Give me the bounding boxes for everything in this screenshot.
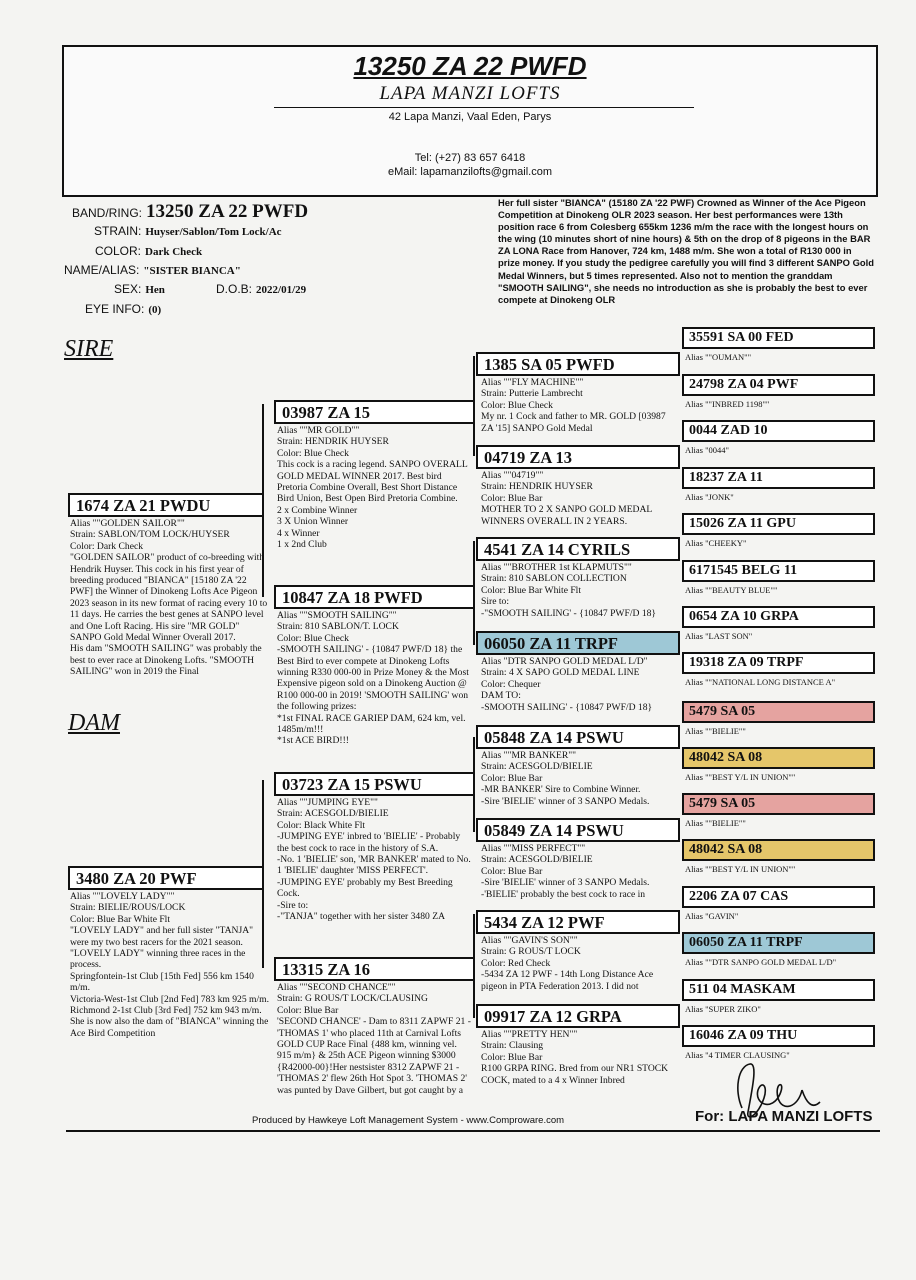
gen2-line: Color: Blue Check <box>277 447 349 459</box>
gen3-line: Color: Blue Bar <box>481 492 543 504</box>
dam-line: Color: Blue Bar White Flt <box>70 913 171 925</box>
dam-details <box>70 891 270 1071</box>
dob-value: 2022/01/29 <box>256 284 307 296</box>
gen3-line: R100 GRPA RING. Bred from our NR1 STOCK COCK, mated to a 4 x Winner Inbred <box>481 1063 669 1086</box>
gen4-alias: Alias "4 TIMER CLAUSING" <box>685 1050 790 1060</box>
gen2-line: -"TANJA" together with her sister 3480 ZA <box>277 911 445 923</box>
band-info-row <box>72 201 308 223</box>
gen2-line: Color: Blue Check <box>277 632 349 644</box>
name-value: "SISTER BIANCA" <box>143 265 241 277</box>
pedigree-description: Her full sister "BIANCA" (15180 ZA '22 PWF) Crowned as Winner of the Ace Pigeon Competition at Dinokeng OLR 2023 season. Her best performances were 13th position race 6 from Colesberg 655km 1236 m/m the race with the longest hours on the wing (10 minutes short of nine hours) & 5th on the drop of 8 pigeons in the BAR ZA LONA Race from Hanover, 724 km, 1488 m/m. She won a total of R130 000 in prize money. If you study the pedigree carefully you will find 3 different SANPO Gold Medal Winners, but 5 times represented. Also not to mention the granddam "SMOOTH SAILING", she needs no introduction as she is probably the best to ever compete at Dinokeng OLR <box>498 197 874 305</box>
sire-band-box: 1674 ZA 21 PWDU <box>68 493 264 517</box>
gen4-alias: Alias ""DTR SANPO GOLD MEDAL L/D" <box>685 957 837 967</box>
gen4-band-box: 35591 SA 00 FED <box>682 327 875 349</box>
name-info-row <box>64 261 241 279</box>
gen2-details <box>277 610 473 770</box>
gen3-band-box: 5434 ZA 12 PWF <box>476 910 680 934</box>
dam-line: "LOVELY LADY" and her full sister "TANJA" were my two best racers for the 2021 season. "LOVELY LADY" winning three races in the process. <box>70 925 254 971</box>
gen3-line: DAM TO: <box>481 690 521 702</box>
gen3-line: Alias ""BROTHER 1st KLAPMUTS"" <box>481 562 632 573</box>
gen2-line: -JUMPING EYE' inbred to 'BIELIE' - Probably the best cock to race in the history of S.A. <box>277 831 461 854</box>
gen3-line: Alias ""MISS PERFECT"" <box>481 843 586 854</box>
gen2-line: -JUMPING EYE' probably my Best Breeding Cock. <box>277 876 453 900</box>
gen3-line: Color: Blue Bar White Flt <box>481 584 582 596</box>
gen2-details <box>277 425 473 585</box>
header-divider <box>274 107 694 108</box>
footer-line <box>66 1130 880 1132</box>
gen2-line: 3 X Union Winner <box>277 516 349 528</box>
gen4-alias: Alias ""BEAUTY BLUE"" <box>685 585 778 595</box>
gen4-alias: Alias "CHEEKY" <box>685 538 747 548</box>
gen3-line: -"SMOOTH SAILING' - {10847 PWF/D 18} <box>481 607 657 619</box>
gen4-alias: Alias "LAST SON" <box>685 631 753 641</box>
gen2-line: This cock is a racing legend. SANPO OVERALL GOLD MEDAL WINNER 2017. Best bird Pretoria Combine Overall, Best Short Distance Bird Union, Best Open Bird Pretoria Combine. <box>277 459 468 505</box>
gen3-line: Strain: 4 X SAPO GOLD MEDAL LINE <box>481 667 640 679</box>
gen2-details <box>277 797 473 947</box>
sire-line: His dam "SMOOTH SAILING" was probably the best to ever race at Dinokeng Lofts. "SMOOTH SAILING" won in 2019 the Final <box>70 643 262 678</box>
gen3-line: Color: Blue Bar <box>481 865 543 877</box>
dam-band-box: 3480 ZA 20 PWF <box>68 866 264 890</box>
gen3-line: Alias ""04719"" <box>481 470 544 481</box>
gen3-line: Strain: HENDRIK HUYSER <box>481 481 593 493</box>
gen4-band-box-highlighted: 5479 SA 05 <box>682 701 875 723</box>
gen2-line: Strain: 810 SABLON/T. LOCK <box>277 621 399 633</box>
gen4-alias: Alias ""BEST Y/L IN UNION"" <box>685 864 796 874</box>
dam-line: Strain: BIELIE/ROUS/LOCK <box>70 902 186 914</box>
color-label: COLOR: <box>95 244 142 258</box>
gen2-line: 2 x Combine Winner <box>277 504 358 516</box>
gen2-line: Alias ""SECOND CHANCE"" <box>277 982 396 993</box>
strain-value: Huyser/Sablon/Tom Lock/Ac <box>145 226 282 238</box>
gen3-line: My nr. 1 Cock and father to MR. GOLD [03987 ZA '15] SANPO Gold Medal <box>481 411 666 434</box>
gen2-band-box: 03987 ZA 15 <box>274 400 475 424</box>
gen2-line: *1st FINAL RACE GARIEP DAM, 624 km, vel. 1485m/m!!! <box>277 712 466 736</box>
gen3-line: Strain: Putterie Lambrecht <box>481 388 583 400</box>
header-address: 42 Lapa Manzi, Vaal Eden, Parys <box>388 111 552 123</box>
gen4-band-box: 24798 ZA 04 PWF <box>682 374 875 396</box>
gen4-band-box-highlighted: 48042 SA 08 <box>682 839 875 861</box>
sire-section-label: SIRE <box>64 336 114 362</box>
header-box <box>62 45 878 197</box>
footer-for-loft: For: LAPA MANZI LOFTS <box>695 1108 873 1125</box>
gen3-line: Strain: 810 SABLON COLLECTION <box>481 573 627 585</box>
strain-info-row <box>94 222 282 240</box>
gen3-line: Color: Blue Bar <box>481 772 543 784</box>
gen3-line: Color: Chequer <box>481 678 541 690</box>
gen2-line: Strain: HENDRIK HUYSER <box>277 436 389 448</box>
gen3-details <box>481 935 679 995</box>
gen4-band-box: 6171545 BELG 11 <box>682 560 875 582</box>
gen3-line: Alias ""MR BANKER"" <box>481 750 577 761</box>
dam-line: Alias ""LOVELY LADY"" <box>70 891 175 902</box>
gen3-band-box: 05849 ZA 14 PSWU <box>476 818 680 842</box>
gen4-band-box: 0044 ZAD 10 <box>682 420 875 442</box>
gen4-alias: Alias "GAVIN" <box>685 911 739 921</box>
gen4-alias: Alias "JONK" <box>685 492 734 502</box>
sire-line: Strain: SABLON/TOM LOCK/HUYSER <box>70 529 230 541</box>
gen3-line: Strain: ACESGOLD/BIELIE <box>481 854 593 866</box>
gen3-line: MOTHER TO 2 X SANPO GOLD MEDAL WINNERS OVERALL IN 2 YEARS. <box>481 504 652 527</box>
gen3-line: Alias ""GAVIN'S SON"" <box>481 935 578 946</box>
gen4-band-box: 0654 ZA 10 GRPA <box>682 606 875 628</box>
gen2-line: Alias ""MR GOLD"" <box>277 425 360 436</box>
gen3-band-box: 04719 ZA 13 <box>476 445 680 469</box>
dam-line: She is now also the dam of "BIANCA" winning the Ace Bird Competition <box>70 1016 269 1039</box>
gen3-band-box: 1385 SA 05 PWFD <box>476 352 680 376</box>
header-email: eMail: lapamanzilofts@gmail.com <box>387 166 552 178</box>
gen4-band-box: 18237 ZA 11 <box>682 467 875 489</box>
gen2-line: Color: Blue Bar <box>277 1004 339 1016</box>
gen3-line: Alias "DTR SANPO GOLD MEDAL L/D" <box>481 656 648 667</box>
gen2-line: Alias ""JUMPING EYE"" <box>277 797 378 808</box>
gen3-line: Color: Blue Bar <box>481 1051 543 1063</box>
sex-value: Hen <box>145 284 165 296</box>
gen4-alias: Alias "0044" <box>685 445 730 455</box>
dam-section-label: DAM <box>68 710 120 736</box>
gen3-line: Sire to: <box>481 596 509 608</box>
gen3-details <box>481 562 679 628</box>
name-label: NAME/ALIAS: <box>64 263 140 277</box>
dam-line: Springfontein-1st Club [15th Fed] 556 km 1540 m/m. <box>70 970 254 994</box>
gen2-band-box: 03723 ZA 15 PSWU <box>274 772 475 796</box>
gen3-line: -MR BANKER' Sire to Combine Winner. <box>481 784 641 796</box>
dam-line: Victoria-West-1st Club [2nd Fed] 783 km 925 m/m. <box>70 993 270 1005</box>
gen2-details <box>277 982 473 1114</box>
gen3-line: -SMOOTH SAILING' - {10847 PWF/D 18} <box>481 701 653 713</box>
gen2-line: -SMOOTH SAILING' - {10847 PWF/D 18} the Best Bird to ever compete at Dinokeng Lofts winning R330 000-00 in Prize Money & the Most Expensive pigeon sold on a Dinokeng Auction @ R100 000-00 in 2019! 'SMOOTH SAILING' won the following prizes: <box>277 644 469 713</box>
gen4-alias: Alias ""INBRED 1198"" <box>685 399 770 409</box>
gen4-band-box-highlighted: 5479 SA 05 <box>682 793 875 815</box>
gen3-details <box>481 377 679 443</box>
gen4-band-box: 16046 ZA 09 THU <box>682 1025 875 1047</box>
footer-produced-by: Produced by Hawkeye Loft Management System - www.Comproware.com <box>252 1115 565 1126</box>
gen3-details <box>481 656 679 722</box>
gen3-details <box>481 1029 679 1095</box>
gen3-band-box: 05848 ZA 14 PSWU <box>476 725 680 749</box>
header-telephone: Tel: (+27) 83 657 6418 <box>414 152 526 164</box>
eye-info-row <box>85 300 161 318</box>
sex-label: SEX: <box>114 282 142 296</box>
band-value: 13250 ZA 22 PWFD <box>146 201 309 222</box>
gen3-line: -Sire 'BIELIE' winner of 3 SANPO Medals. <box>481 877 650 889</box>
gen3-band-box-highlighted: 06050 ZA 11 TRPF <box>476 631 680 655</box>
gen2-line: 1 x 2nd Club <box>277 539 327 551</box>
gen4-alias: Alias ""BIELIE"" <box>685 726 746 736</box>
gen4-alias: Alias ""OUMAN"" <box>685 352 752 362</box>
sex-info-row <box>114 280 165 298</box>
gen2-line: *1st ACE BIRD!!! <box>277 735 349 747</box>
gen3-line: -Sire 'BIELIE' winner of 3 SANPO Medals. <box>481 795 650 807</box>
connector-dam-up <box>262 780 264 878</box>
gen2-line: -No. 1 'BIELIE' son, 'MR BANKER' mated to No. 1 'BIELIE' daughter 'MISS PERFECT'. <box>277 854 471 877</box>
gen4-band-box-highlighted: 48042 SA 08 <box>682 747 875 769</box>
gen3-line: Strain: ACESGOLD/BIELIE <box>481 761 593 773</box>
sire-line: Color: Dark Check <box>70 540 144 552</box>
gen3-band-box: 09917 ZA 12 GRPA <box>476 1004 680 1028</box>
gen2-line: Alias ""SMOOTH SAILING"" <box>277 610 397 621</box>
gen3-details <box>481 470 679 536</box>
gen3-line: Alias ""PRETTY HEN"" <box>481 1029 578 1040</box>
eye-value: (0) <box>148 304 162 316</box>
gen4-alias: Alias ""BIELIE"" <box>685 818 746 828</box>
gen4-band-box: 2206 ZA 07 CAS <box>682 886 875 908</box>
color-info-row <box>95 242 202 260</box>
header-loft-name: LAPA MANZI LOFTS <box>379 83 561 104</box>
gen2-band-box: 10847 ZA 18 PWFD <box>274 585 475 609</box>
sire-line: "GOLDEN SAILOR" product of co-breeding with Hendrik Huyser. This cock in his first year of breeding produced "BIANCA" [15180 ZA '22 PWF] the Winner of Dinokeng Lofts Ace Pigeon 2023 season in its new format of racing every 10 to 11 days. He carries the best genes at SANPO level and One Loft Racing. His sire "MR GOLD" SANPO Gold Medal Winner Overall 2017. <box>70 552 268 644</box>
gen3-line: Strain: G ROUS/T LOCK <box>481 946 581 958</box>
strain-label: STRAIN: <box>94 224 142 238</box>
gen3-line: Alias ""FLY MACHINE"" <box>481 377 584 388</box>
band-label: BAND/RING: <box>72 206 143 220</box>
sire-details <box>70 518 270 700</box>
gen2-line: Strain: G ROUS/T LOCK/CLAUSING <box>277 993 428 1005</box>
gen3-line: -'BIELIE' probably the best cock to race in <box>481 888 646 900</box>
gen4-band-box: 15026 ZA 11 GPU <box>682 513 875 535</box>
gen4-band-box: 19318 ZA 09 TRPF <box>682 652 875 674</box>
gen4-alias: Alias ""BEST Y/L IN UNION"" <box>685 772 796 782</box>
gen4-band-box-highlighted: 06050 ZA 11 TRPF <box>682 932 875 954</box>
gen2-line: Color: Black White Flt <box>277 819 366 831</box>
gen3-line: Color: Blue Check <box>481 399 553 411</box>
sire-line: Alias ""GOLDEN SAILOR"" <box>70 518 185 529</box>
gen2-line: -Sire to: <box>277 899 309 911</box>
gen3-details <box>481 750 679 816</box>
gen4-band-box: 511 04 MASKAM <box>682 979 875 1001</box>
gen4-alias: Alias ""NATIONAL LONG DISTANCE A" <box>685 677 836 687</box>
gen3-band-box: 4541 ZA 14 CYRILS <box>476 537 680 561</box>
header-band-number: 13250 ZA 22 PWFD <box>353 51 587 81</box>
gen2-band-box: 13315 ZA 16 <box>274 957 475 981</box>
dam-line: Richmond 2-1st Club [3rd Fed] 752 km 943 m/m. <box>70 1005 262 1017</box>
color-value: Dark Check <box>145 246 203 258</box>
gen3-line: -5434 ZA 12 PWF - 14th Long Distance Ace pigeon in PTA Federation 2013. I did not <box>481 969 654 992</box>
gen2-line: Strain: ACESGOLD/BIELIE <box>277 808 389 820</box>
dob-info-row <box>216 280 306 298</box>
gen2-line: 'SECOND CHANCE' - Dam to 8311 ZAPWF 21 - 'THOMAS 1' who placed 11th at Carnival Lofts GOLD CUP Race Final {488 km, winning vel. 915 m/m} & 25th ACE Pigeon winning $3000 {R42000-00}!Her nestsister 8312 ZAPWF 21 - 'THOMAS 2' flew 26th Hot Spot 3. 'THOMAS 2' was punted by Dave Gilbert, but got caught by a <box>277 1016 471 1096</box>
gen4-alias: Alias "SUPER ZIKO" <box>685 1004 761 1014</box>
gen2-line: 4 x Winner <box>277 527 320 539</box>
dob-label: D.O.B: <box>216 282 253 296</box>
eye-label: EYE INFO: <box>85 302 145 316</box>
gen3-line: Color: Red Check <box>481 957 551 969</box>
gen3-line: Strain: Clausing <box>481 1040 544 1052</box>
gen3-details <box>481 843 679 909</box>
